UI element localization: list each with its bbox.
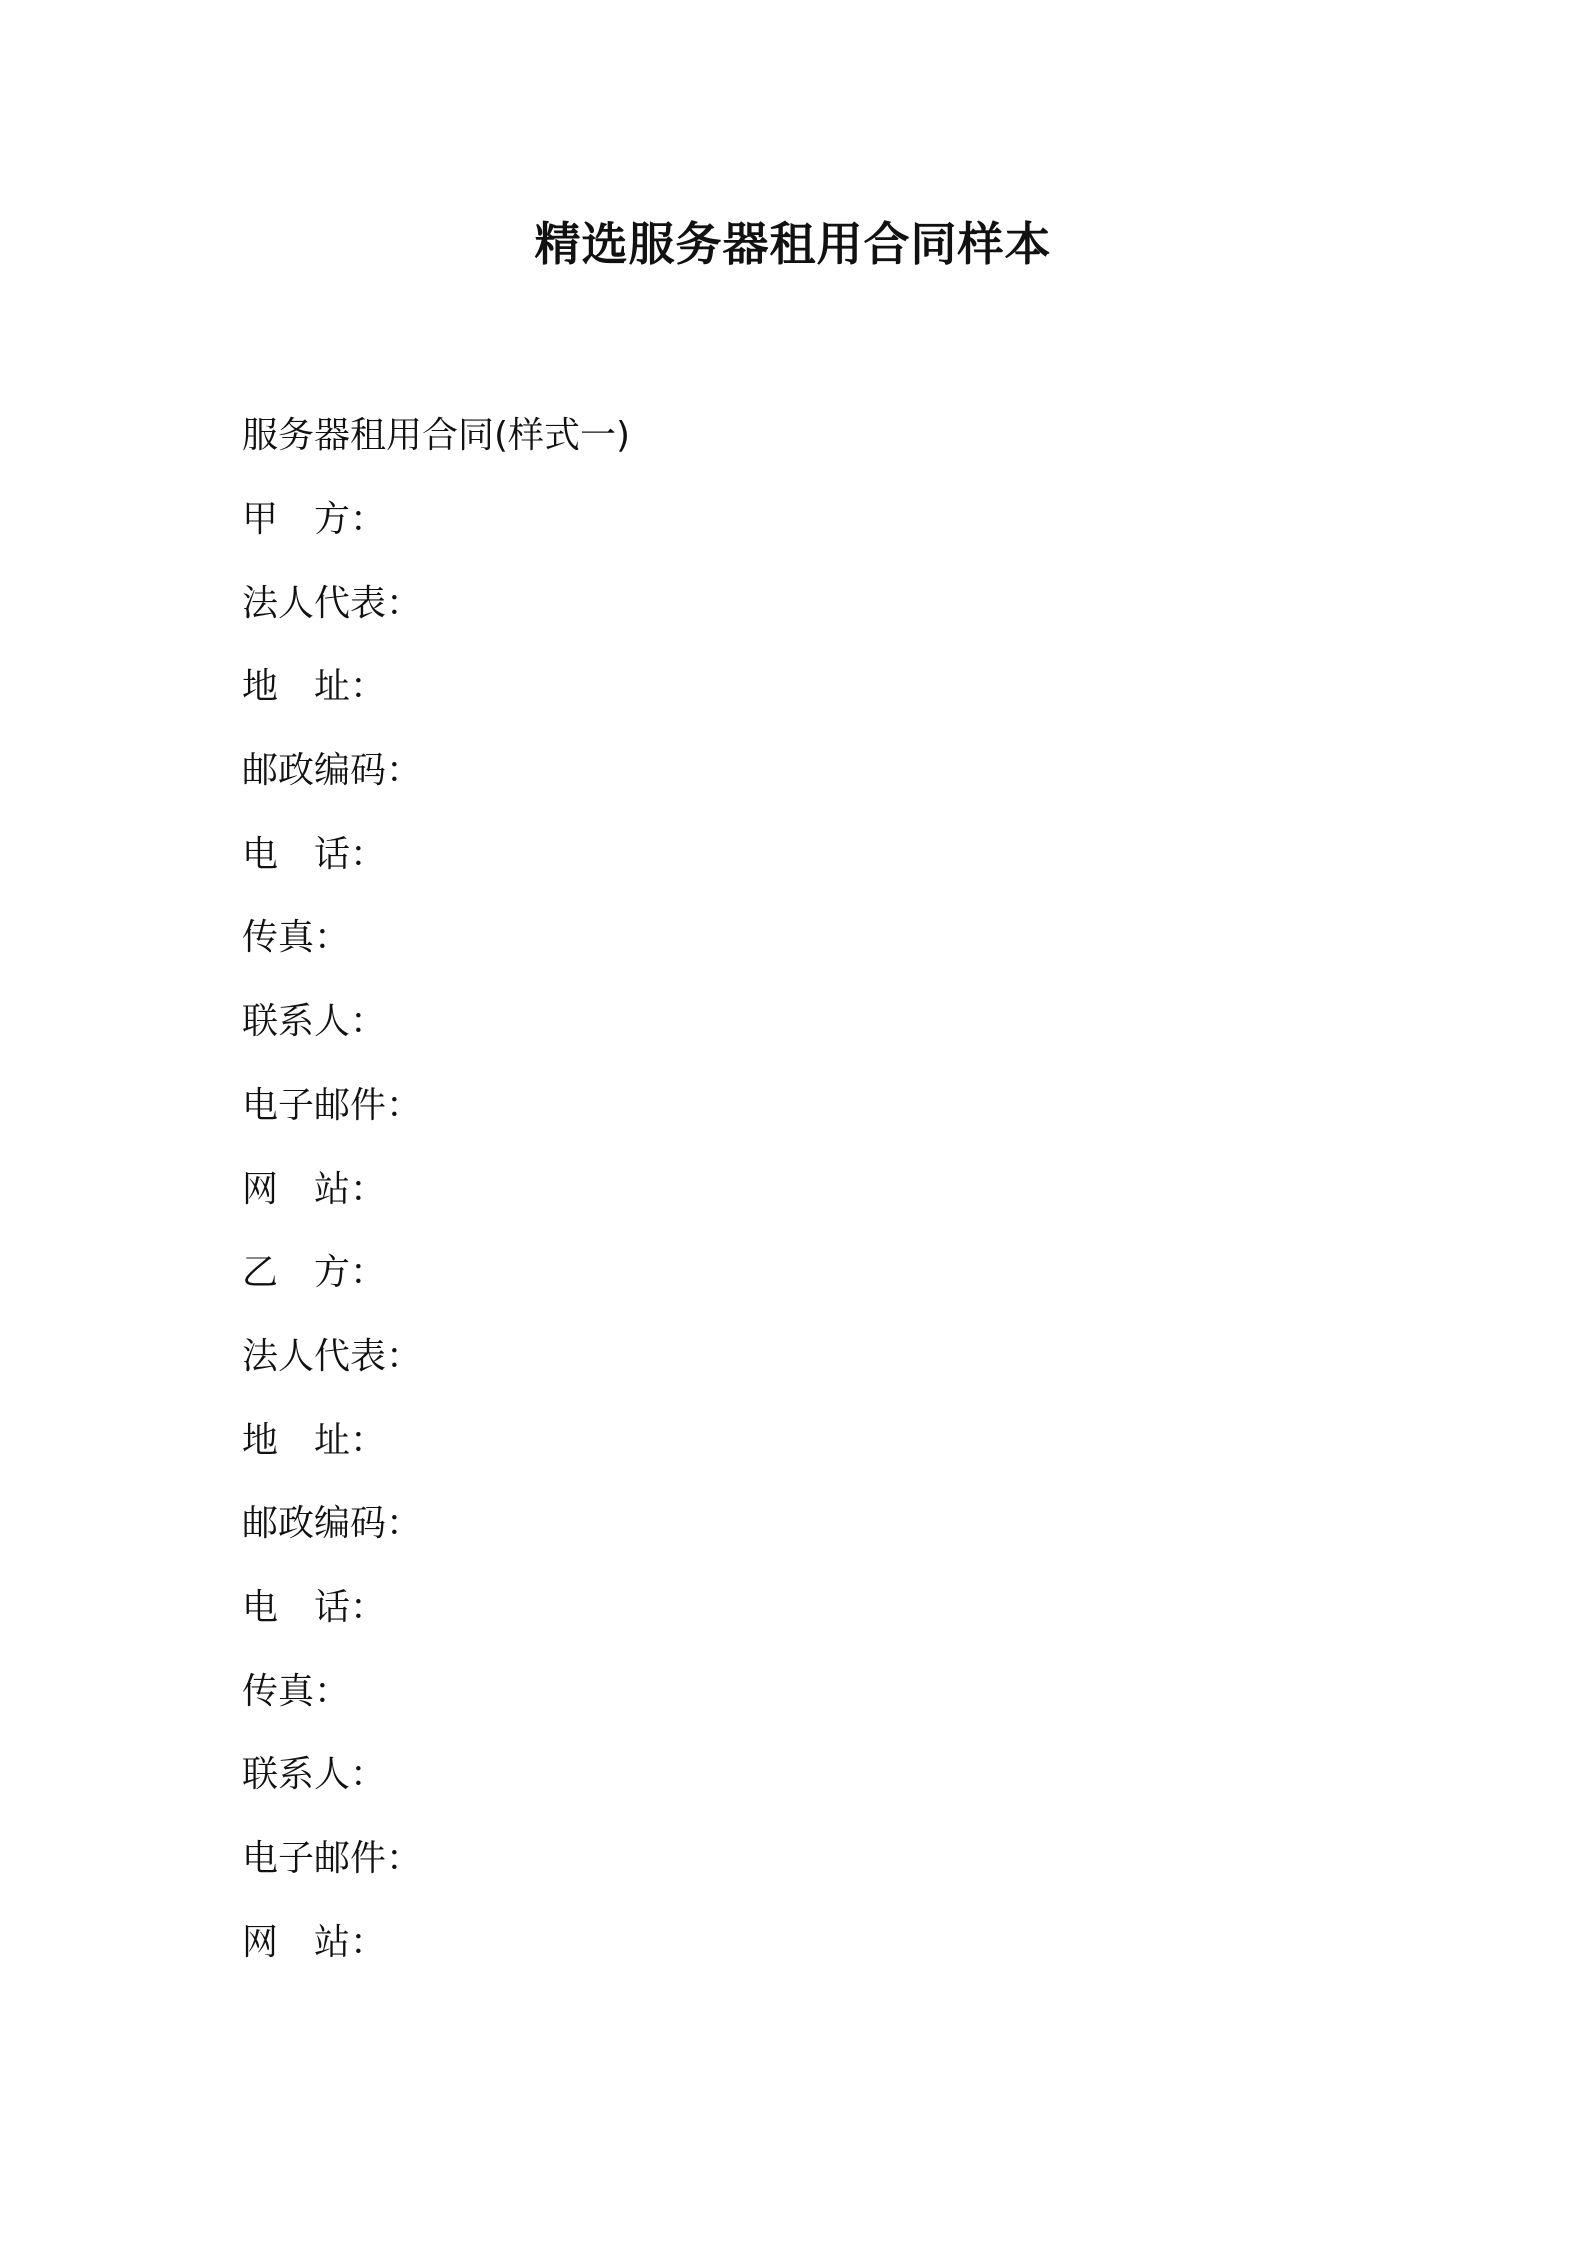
party-a-legal-representative-label: 法人代表： <box>242 582 423 624</box>
party-b-phone-label: 电 话： <box>242 1586 387 1628</box>
party-b-contact-label: 联系人： <box>242 1754 387 1796</box>
party-a-postal-code-label: 邮政编码： <box>242 750 423 792</box>
party-b-postal-code-label: 邮政编码： <box>242 1503 423 1545</box>
party-a-phone-label: 电 话： <box>242 833 387 875</box>
party-a-label: 甲 方： <box>242 499 387 540</box>
party-b-address-label: 地 址： <box>242 1419 387 1461</box>
contract-subtitle: 服务器租用合同(样式一) <box>242 415 631 456</box>
contract-party-fields <box>242 492 422 1998</box>
document-title: 精选服务器租用合同样本 <box>534 217 1052 271</box>
party-b-fax-label: 传真： <box>242 1670 351 1712</box>
party-b-email-label: 电子邮件： <box>242 1838 423 1879</box>
party-b-label: 乙 方： <box>242 1252 387 1294</box>
party-a-website-label: 网 站： <box>242 1168 387 1210</box>
party-b-legal-representative-label: 法人代表： <box>242 1335 423 1377</box>
party-a-contact-label: 联系人： <box>242 1001 387 1043</box>
party-a-email-label: 电子邮件： <box>242 1084 423 1126</box>
party-b-website-label: 网 站： <box>242 1921 387 1963</box>
party-a-address-label: 地 址： <box>242 666 387 708</box>
party-a-fax-label: 传真： <box>242 917 351 959</box>
